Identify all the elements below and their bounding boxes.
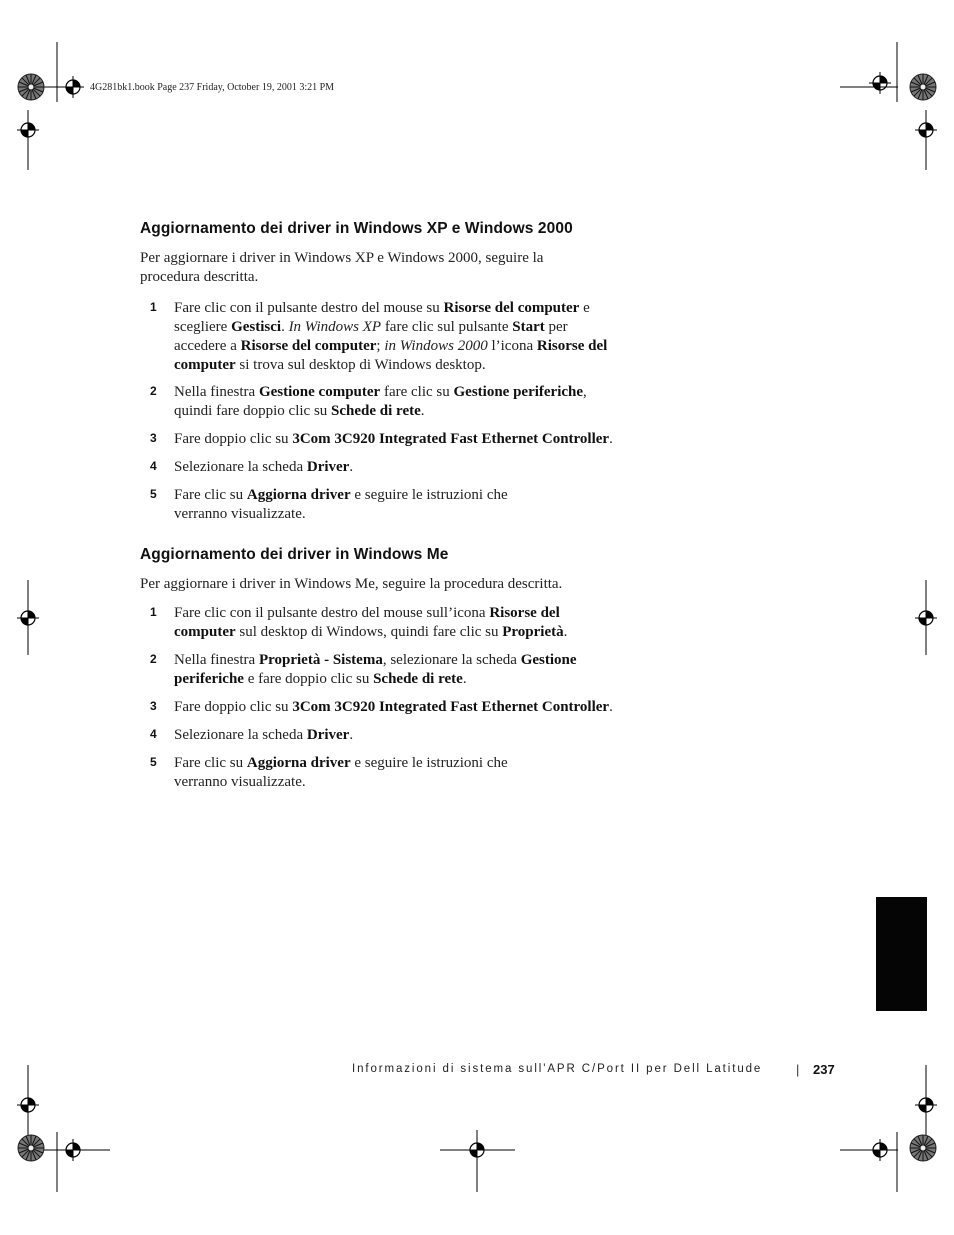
text-run: per xyxy=(544,319,568,335)
bold-term: Gestione xyxy=(520,652,577,668)
text-run: . xyxy=(349,727,354,743)
step-text xyxy=(174,726,644,745)
text-run: accedere a xyxy=(174,338,241,354)
text-run: . xyxy=(609,431,613,447)
list-item xyxy=(150,299,640,375)
print-slug: 4G281bk1.book Page 237 Friday, October 19, 2001 3:21 PM xyxy=(90,82,335,93)
text-run: . xyxy=(563,624,568,640)
section-heading-me: Aggiornamento dei driver in Windows Me xyxy=(140,546,449,563)
list-item xyxy=(150,754,640,792)
running-footer: Informazioni di sistema sull'APR C/Port II per Dell Latitude xyxy=(352,1063,763,1075)
step-line xyxy=(174,698,644,717)
step-number: 5 xyxy=(150,487,157,501)
step-number: 4 xyxy=(150,459,157,473)
bold-term: Driver xyxy=(306,727,350,743)
text-run: e seguire le istruzioni che xyxy=(350,755,508,771)
list-item xyxy=(150,383,640,421)
text-run: Fare clic con il pulsante destro del mouse sull’icona xyxy=(174,605,490,621)
step-text xyxy=(174,651,644,689)
step-line xyxy=(174,383,644,402)
list-item xyxy=(150,604,640,642)
text-run: quindi fare doppio clic su xyxy=(174,403,332,419)
text-run: sul desktop di Windows, quindi fare clic su xyxy=(235,624,503,640)
step-line xyxy=(174,299,644,318)
registration-star-icon xyxy=(18,74,44,100)
text-run: fare clic su xyxy=(380,384,454,400)
text-run: e seguire le istruzioni che xyxy=(350,487,508,503)
step-text xyxy=(174,754,644,792)
step-number: 1 xyxy=(150,300,157,314)
text-run: Selezionare la scheda xyxy=(174,727,307,743)
text-run: . xyxy=(281,319,289,335)
text-run: Fare clic su xyxy=(174,755,247,771)
list-item xyxy=(150,651,640,689)
registration-star-icon xyxy=(910,74,936,100)
bold-term: Aggiorna driver xyxy=(246,755,351,771)
bold-term: Gestione computer xyxy=(258,384,381,400)
step-text xyxy=(174,604,644,642)
list-item xyxy=(150,486,640,524)
text-run: Fare clic su xyxy=(174,487,247,503)
footer-separator: | xyxy=(796,1062,800,1077)
text-run: . xyxy=(462,671,467,687)
intro-paragraph xyxy=(140,249,543,287)
bold-term: Risorse del xyxy=(536,338,608,354)
bold-term: Risorse del computer xyxy=(240,338,377,354)
step-line xyxy=(174,337,644,356)
step-line xyxy=(174,773,644,792)
step-number: 4 xyxy=(150,727,157,741)
intro-line: Per aggiornare i driver in Windows Me, seguire la procedura descritta. xyxy=(140,576,563,592)
list-item xyxy=(150,430,640,449)
registration-mark-icon xyxy=(17,607,39,629)
text-run: , xyxy=(583,384,587,400)
text-run: Fare clic con il pulsante destro del mouse su xyxy=(174,300,444,316)
registration-star-icon xyxy=(910,1135,936,1161)
chapter-thumb-tab xyxy=(876,897,927,1011)
italic-term: in Windows 2000 xyxy=(384,338,488,354)
text-run: Fare doppio clic su xyxy=(174,699,293,715)
step-text xyxy=(174,698,644,717)
bold-term: Proprietà xyxy=(502,624,564,640)
step-line xyxy=(174,670,644,689)
text-run: . xyxy=(349,459,354,475)
registration-mark-icon xyxy=(915,119,937,141)
text-run: Fare doppio clic su xyxy=(174,431,293,447)
step-line xyxy=(174,604,644,623)
text-run: . xyxy=(609,699,613,715)
text-run: . xyxy=(420,403,425,419)
step-text xyxy=(174,383,644,421)
list-item xyxy=(150,458,640,477)
italic-term: In Windows XP xyxy=(288,319,382,335)
step-text xyxy=(174,430,644,449)
bold-term: computer xyxy=(174,624,236,640)
registration-mark-icon xyxy=(869,1139,891,1161)
step-line xyxy=(174,430,644,449)
step-line xyxy=(174,754,644,773)
intro-paragraph xyxy=(140,575,562,594)
registration-mark-icon xyxy=(466,1139,488,1161)
step-number: 1 xyxy=(150,605,157,619)
intro-line: Per aggiornare i driver in Windows XP e Windows 2000, seguire la xyxy=(140,250,544,266)
bold-term: Schede di rete xyxy=(331,403,421,419)
registration-mark-icon xyxy=(915,607,937,629)
text-run: e xyxy=(579,300,590,316)
step-line xyxy=(174,318,644,337)
bold-term: Driver xyxy=(306,459,350,475)
list-item xyxy=(150,726,640,745)
step-line xyxy=(174,505,644,524)
text-run: scegliere xyxy=(174,319,232,335)
text-run: l’icona xyxy=(487,338,537,354)
step-number: 2 xyxy=(150,384,157,398)
bold-term: computer xyxy=(174,357,236,373)
registration-mark-icon xyxy=(869,72,891,94)
bold-term: periferiche xyxy=(174,671,244,687)
step-number: 3 xyxy=(150,431,157,445)
step-line xyxy=(174,726,644,745)
page-number: 237 xyxy=(813,1062,835,1077)
bold-term: 3Com 3C920 Integrated Fast Ethernet Controller xyxy=(292,699,610,715)
bold-term: 3Com 3C920 Integrated Fast Ethernet Controller xyxy=(292,431,610,447)
bold-term: Gestione periferiche xyxy=(453,384,584,400)
step-line xyxy=(174,356,644,375)
bold-term: Gestisci xyxy=(231,319,282,335)
step-line xyxy=(174,623,644,642)
text-run: verranno visualizzate. xyxy=(174,774,306,790)
bold-term: Start xyxy=(512,319,545,335)
text-run: , selezionare la scheda xyxy=(382,652,521,668)
registration-mark-icon xyxy=(915,1094,937,1116)
registration-star-icon xyxy=(18,1135,44,1161)
step-line xyxy=(174,458,644,477)
text-run: Nella finestra xyxy=(174,652,259,668)
bold-term: Aggiorna driver xyxy=(246,487,351,503)
step-line xyxy=(174,651,644,670)
registration-mark-icon xyxy=(17,119,39,141)
step-number: 2 xyxy=(150,652,157,666)
text-run: verranno visualizzate. xyxy=(174,506,306,522)
section-heading-xp-2000: Aggiornamento dei driver in Windows XP e Windows 2000 xyxy=(140,220,573,237)
registration-mark-icon xyxy=(62,1139,84,1161)
registration-mark-icon xyxy=(17,1094,39,1116)
text-run: e fare doppio clic su xyxy=(243,671,374,687)
bold-term: Schede di rete xyxy=(373,671,463,687)
text-run: Nella finestra xyxy=(174,384,259,400)
step-text xyxy=(174,299,644,375)
registration-mark-icon xyxy=(62,76,84,98)
text-run: si trova sul desktop di Windows desktop. xyxy=(235,357,486,373)
text-run: fare clic sul pulsante xyxy=(381,319,513,335)
step-line xyxy=(174,486,644,505)
bold-term: Risorse del computer xyxy=(443,300,580,316)
step-text xyxy=(174,458,644,477)
step-number: 5 xyxy=(150,755,157,769)
text-run: ; xyxy=(376,338,385,354)
intro-line: procedura descritta. xyxy=(140,269,259,285)
step-number: 3 xyxy=(150,699,157,713)
step-line xyxy=(174,402,644,421)
text-run: Selezionare la scheda xyxy=(174,459,307,475)
step-text xyxy=(174,486,644,524)
bold-term: Risorse del xyxy=(489,605,560,621)
bold-term: Proprietà - Sistema xyxy=(258,652,383,668)
list-item xyxy=(150,698,640,717)
